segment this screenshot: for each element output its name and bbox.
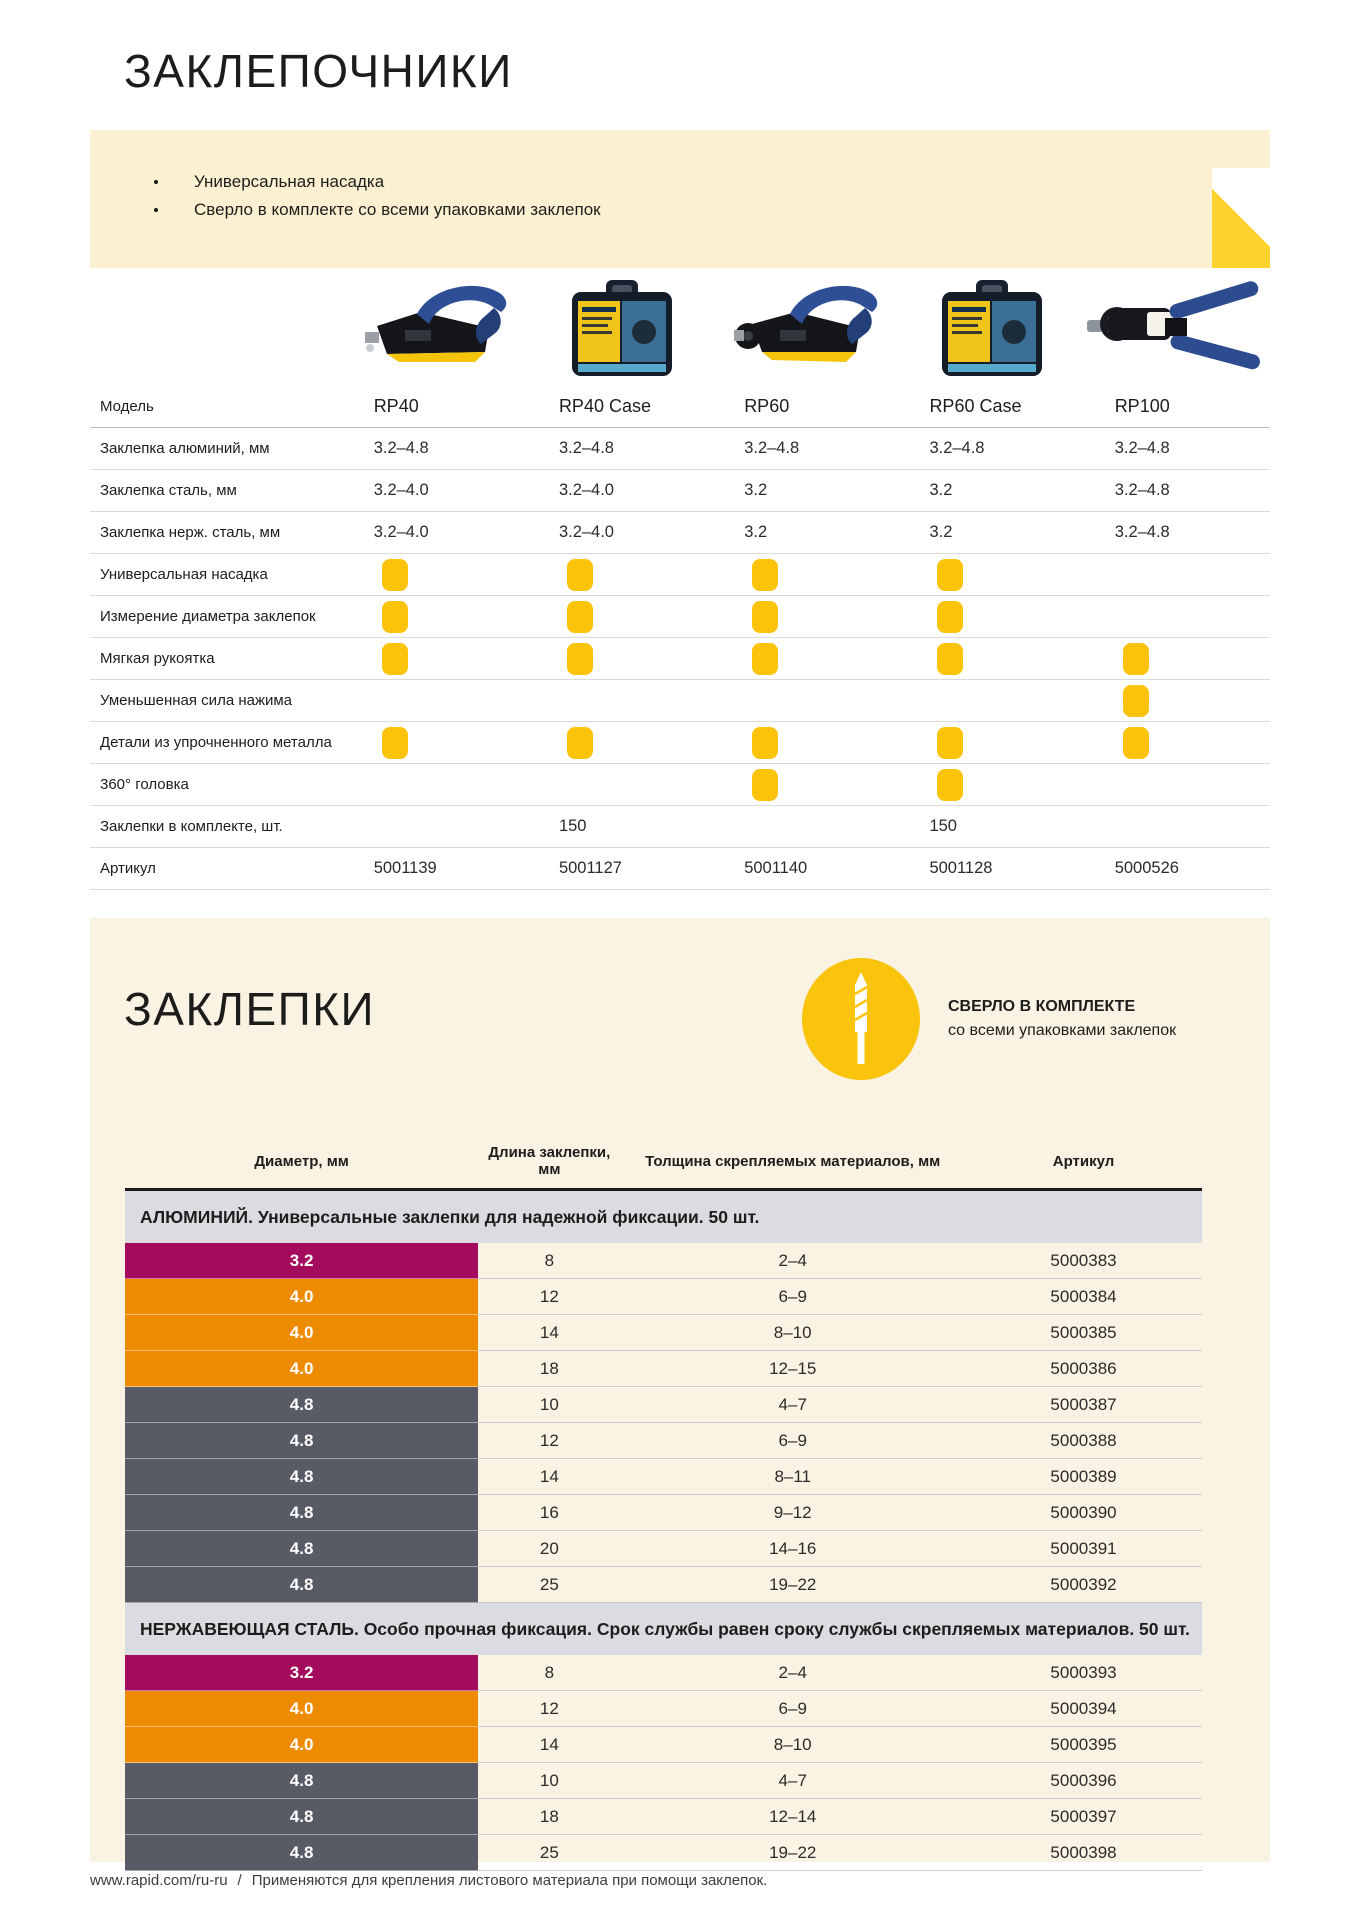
spec-cell: 3.2–4.8 [1085,470,1270,512]
spec-cell [1085,806,1270,848]
sku-cell: 5000395 [965,1727,1202,1763]
spec-cell: 3.2–4.8 [344,428,529,470]
feature-check [937,727,963,759]
sku-cell: 5000384 [965,1279,1202,1315]
feature-cell [1085,680,1270,722]
table-row [90,806,1270,848]
sku-cell: 5000396 [965,1763,1202,1799]
footer-url-link[interactable]: www.rapid.com/ru-ru [90,1872,228,1889]
thickness-cell: 8–11 [620,1459,965,1495]
rivets-header-row [125,1144,1202,1191]
spec-row-label: Детали из упрочненного металла [90,722,344,764]
thickness-cell: 19–22 [620,1567,965,1603]
material-section-row [125,1603,1202,1655]
sku-cell: 5000526 [1085,848,1270,890]
feature-cell [714,596,899,638]
feature-cell [529,680,714,722]
sku-cell: 5000386 [965,1351,1202,1387]
rivet-row [125,1387,1202,1423]
footer-separator: / [237,1872,242,1889]
product-image-rp100 [1085,264,1270,386]
spec-cell: 3.2–4.0 [344,512,529,554]
intro-banner [90,130,1270,268]
page-footer [90,1872,767,1889]
feature-cell [1085,764,1270,806]
length-cell: 14 [478,1315,620,1351]
long-riveter-tool-image [1085,274,1270,386]
rivet-row [125,1243,1202,1279]
feature-cell [1085,638,1270,680]
sku-cell: 5001127 [529,848,714,890]
diameter-cell: 4.8 [125,1835,478,1871]
feature-cell [899,722,1084,764]
tool-case-image [932,274,1052,386]
model-name-rp60: RP60 [714,386,899,428]
feature-check [937,601,963,633]
rivet-row [125,1351,1202,1387]
riveters-comparison-table [90,386,1270,890]
length-cell: 12 [478,1423,620,1459]
thickness-cell: 14–16 [620,1531,965,1567]
feature-cell [529,722,714,764]
table-row [90,722,1270,764]
feature-cell [1085,722,1270,764]
spec-cell: 3.2–4.0 [344,470,529,512]
feature-check [567,559,593,591]
feature-check [567,643,593,675]
length-cell: 18 [478,1799,620,1835]
spec-cell: 150 [529,806,714,848]
rivet-row [125,1279,1202,1315]
col-header-diameter: Диаметр, мм [125,1144,478,1191]
rivet-row [125,1495,1202,1531]
spec-cell: 3.2 [714,512,899,554]
diameter-cell: 4.8 [125,1459,478,1495]
table-row [90,554,1270,596]
bullet-item [154,168,1270,196]
rivet-row [125,1763,1202,1799]
bullet-dot-icon [154,208,158,212]
diameter-cell: 4.0 [125,1351,478,1387]
sku-cell: 5000391 [965,1531,1202,1567]
riveter-tool-image [732,274,882,386]
feature-check [752,769,778,801]
feature-cell [1085,596,1270,638]
feature-check [1123,685,1149,717]
spec-cell: 3.2–4.8 [714,428,899,470]
spec-cell: 3.2 [899,470,1084,512]
feature-check [382,727,408,759]
thickness-cell: 4–7 [620,1763,965,1799]
feature-check [752,559,778,591]
table-row [90,596,1270,638]
diameter-cell: 4.8 [125,1387,478,1423]
model-header-row [90,386,1270,428]
feature-cell [344,764,529,806]
length-cell: 8 [478,1243,620,1279]
spec-row-label: Универсальная насадка [90,554,344,596]
diameter-cell: 3.2 [125,1655,478,1691]
length-cell: 12 [478,1279,620,1315]
feature-check [382,559,408,591]
material-section-header: АЛЮМИНИЙ. Универсальные заклепки для надежной фиксации. 50 шт. [125,1191,1202,1243]
sku-cell: 5000388 [965,1423,1202,1459]
table-row [90,470,1270,512]
drill-badge-title: СВЕРЛО В КОМПЛЕКТЕ [948,998,1136,1015]
sku-cell: 5000390 [965,1495,1202,1531]
col-header-sku: Артикул [965,1144,1202,1191]
bullet-item [154,196,1270,224]
sku-cell: 5000393 [965,1655,1202,1691]
table-row [90,428,1270,470]
model-name-rp100: RP100 [1085,386,1270,428]
feature-check [937,643,963,675]
product-image-rp60-case [899,264,1084,386]
drill-bit-icon [802,958,920,1080]
thickness-cell: 6–9 [620,1279,965,1315]
product-image-rp40-case [529,264,714,386]
feature-cell [529,554,714,596]
drill-badge-subtitle: со всеми упаковками заклепок [948,1022,1177,1039]
sku-cell: 5000392 [965,1567,1202,1603]
feature-check [567,601,593,633]
feature-cell [899,764,1084,806]
length-cell: 14 [478,1459,620,1495]
product-images-row [90,264,1270,386]
table-row [90,848,1270,890]
length-cell: 14 [478,1727,620,1763]
material-section-header: НЕРЖАВЕЮЩАЯ СТАЛЬ. Особо прочная фиксация. Срок службы равен сроку службы скрепляемых материалов. 50 шт. [125,1603,1202,1655]
diameter-cell: 4.8 [125,1763,478,1799]
thickness-cell: 2–4 [620,1655,965,1691]
feature-cell [344,554,529,596]
feature-cell [344,638,529,680]
thickness-cell: 12–14 [620,1799,965,1835]
spec-row-label: Заклепка алюминий, мм [90,428,344,470]
products-row-spacer [90,264,344,386]
thickness-cell: 6–9 [620,1691,965,1727]
col-header-length: Длина заклепки, мм [478,1144,620,1191]
drill-badge-text [948,998,1176,1040]
thickness-cell: 12–15 [620,1351,965,1387]
drill-included-badge [802,958,1176,1080]
sku-cell: 5000397 [965,1799,1202,1835]
spec-cell [714,806,899,848]
feature-check [752,643,778,675]
sku-cell: 5001128 [899,848,1084,890]
sku-cell: 5000383 [965,1243,1202,1279]
banner-fold-corner-decoration [1212,168,1270,268]
length-cell: 8 [478,1655,620,1691]
thickness-cell: 2–4 [620,1243,965,1279]
thickness-cell: 8–10 [620,1727,965,1763]
feature-cell [529,638,714,680]
bullet-dot-icon [154,180,158,184]
rivet-row [125,1531,1202,1567]
diameter-cell: 4.8 [125,1567,478,1603]
rivet-row [125,1315,1202,1351]
rivet-row [125,1799,1202,1835]
diameter-cell: 4.8 [125,1423,478,1459]
feature-cell [344,596,529,638]
feature-bullet-list [90,130,1270,224]
feature-check [937,559,963,591]
length-cell: 25 [478,1835,620,1871]
product-image-rp40 [344,264,529,386]
spec-row-label: Уменьшенная сила нажима [90,680,344,722]
rivet-row [125,1655,1202,1691]
spec-cell: 3.2–4.8 [899,428,1084,470]
rivet-row [125,1835,1202,1871]
table-row [90,638,1270,680]
thickness-cell: 9–12 [620,1495,965,1531]
sku-cell: 5001139 [344,848,529,890]
table-row [90,680,1270,722]
feature-cell [899,554,1084,596]
diameter-cell: 4.8 [125,1531,478,1567]
length-cell: 20 [478,1531,620,1567]
spec-cell: 3.2 [899,512,1084,554]
riveter-tool-image [361,274,511,386]
bullet-text: Универсальная насадка [194,172,385,191]
spec-row-label: Мягкая рукоятка [90,638,344,680]
spec-cell: 3.2–4.8 [529,428,714,470]
feature-check [382,601,408,633]
model-name-rp40: RP40 [344,386,529,428]
feature-cell [714,680,899,722]
page-title: ЗАКЛЕПОЧНИКИ [124,45,513,97]
spec-cell: 150 [899,806,1084,848]
feature-check [937,769,963,801]
feature-check [752,727,778,759]
footer-note: Применяются для крепления листового материала при помощи заклепок. [251,1872,768,1889]
rivet-row [125,1459,1202,1495]
diameter-cell: 4.0 [125,1315,478,1351]
thickness-cell: 6–9 [620,1423,965,1459]
rivet-row [125,1691,1202,1727]
model-name-rp40-case: RP40 Case [529,386,714,428]
feature-check [1123,727,1149,759]
length-cell: 10 [478,1763,620,1799]
table-row [90,764,1270,806]
spec-cell: 3.2–4.8 [1085,428,1270,470]
table-row [90,512,1270,554]
spec-cell: 3.2–4.8 [1085,512,1270,554]
spec-cell [344,806,529,848]
sku-cell: 5000398 [965,1835,1202,1871]
rivet-row [125,1727,1202,1763]
sku-cell: 5000394 [965,1691,1202,1727]
feature-cell [1085,554,1270,596]
feature-check [567,727,593,759]
feature-cell [344,722,529,764]
spec-row-label: Измерение диаметра заклепок [90,596,344,638]
diameter-cell: 4.8 [125,1495,478,1531]
feature-cell [714,722,899,764]
spec-cell: 3.2–4.0 [529,470,714,512]
sku-cell: 5000389 [965,1459,1202,1495]
rivets-spec-table [125,1144,1202,1871]
spec-cell: 3.2 [714,470,899,512]
col-header-thickness: Толщина скрепляемых материалов, мм [620,1144,965,1191]
feature-cell [714,554,899,596]
feature-cell [714,764,899,806]
rivet-row [125,1423,1202,1459]
length-cell: 12 [478,1691,620,1727]
diameter-cell: 3.2 [125,1243,478,1279]
sku-cell: 5000387 [965,1387,1202,1423]
spec-cell: 3.2–4.0 [529,512,714,554]
feature-check [382,643,408,675]
model-label: Модель [90,386,344,428]
spec-row-label: Заклепка сталь, мм [90,470,344,512]
feature-cell [529,764,714,806]
rivets-section-title: ЗАКЛЕПКИ [124,983,376,1035]
bullet-text: Сверло в комплекте со всеми упаковками заклепок [194,200,601,219]
diameter-cell: 4.0 [125,1727,478,1763]
spec-row-label: Артикул [90,848,344,890]
feature-cell [714,638,899,680]
thickness-cell: 8–10 [620,1315,965,1351]
model-name-rp60-case: RP60 Case [899,386,1084,428]
tool-case-image [562,274,682,386]
diameter-cell: 4.0 [125,1691,478,1727]
feature-cell [899,680,1084,722]
sku-cell: 5001140 [714,848,899,890]
spec-row-label: Заклепки в комплекте, шт. [90,806,344,848]
diameter-cell: 4.0 [125,1279,478,1315]
feature-cell [899,596,1084,638]
rivet-row [125,1567,1202,1603]
feature-check [752,601,778,633]
thickness-cell: 19–22 [620,1835,965,1871]
length-cell: 18 [478,1351,620,1387]
feature-cell [344,680,529,722]
thickness-cell: 4–7 [620,1387,965,1423]
length-cell: 25 [478,1567,620,1603]
feature-cell [529,596,714,638]
diameter-cell: 4.8 [125,1799,478,1835]
product-image-rp60 [714,264,899,386]
feature-cell [899,638,1084,680]
material-section-row [125,1191,1202,1243]
rivets-section [90,918,1270,1862]
sku-cell: 5000385 [965,1315,1202,1351]
feature-check [1123,643,1149,675]
length-cell: 16 [478,1495,620,1531]
spec-row-label: Заклепка нерж. сталь, мм [90,512,344,554]
spec-row-label: 360° головка [90,764,344,806]
length-cell: 10 [478,1387,620,1423]
